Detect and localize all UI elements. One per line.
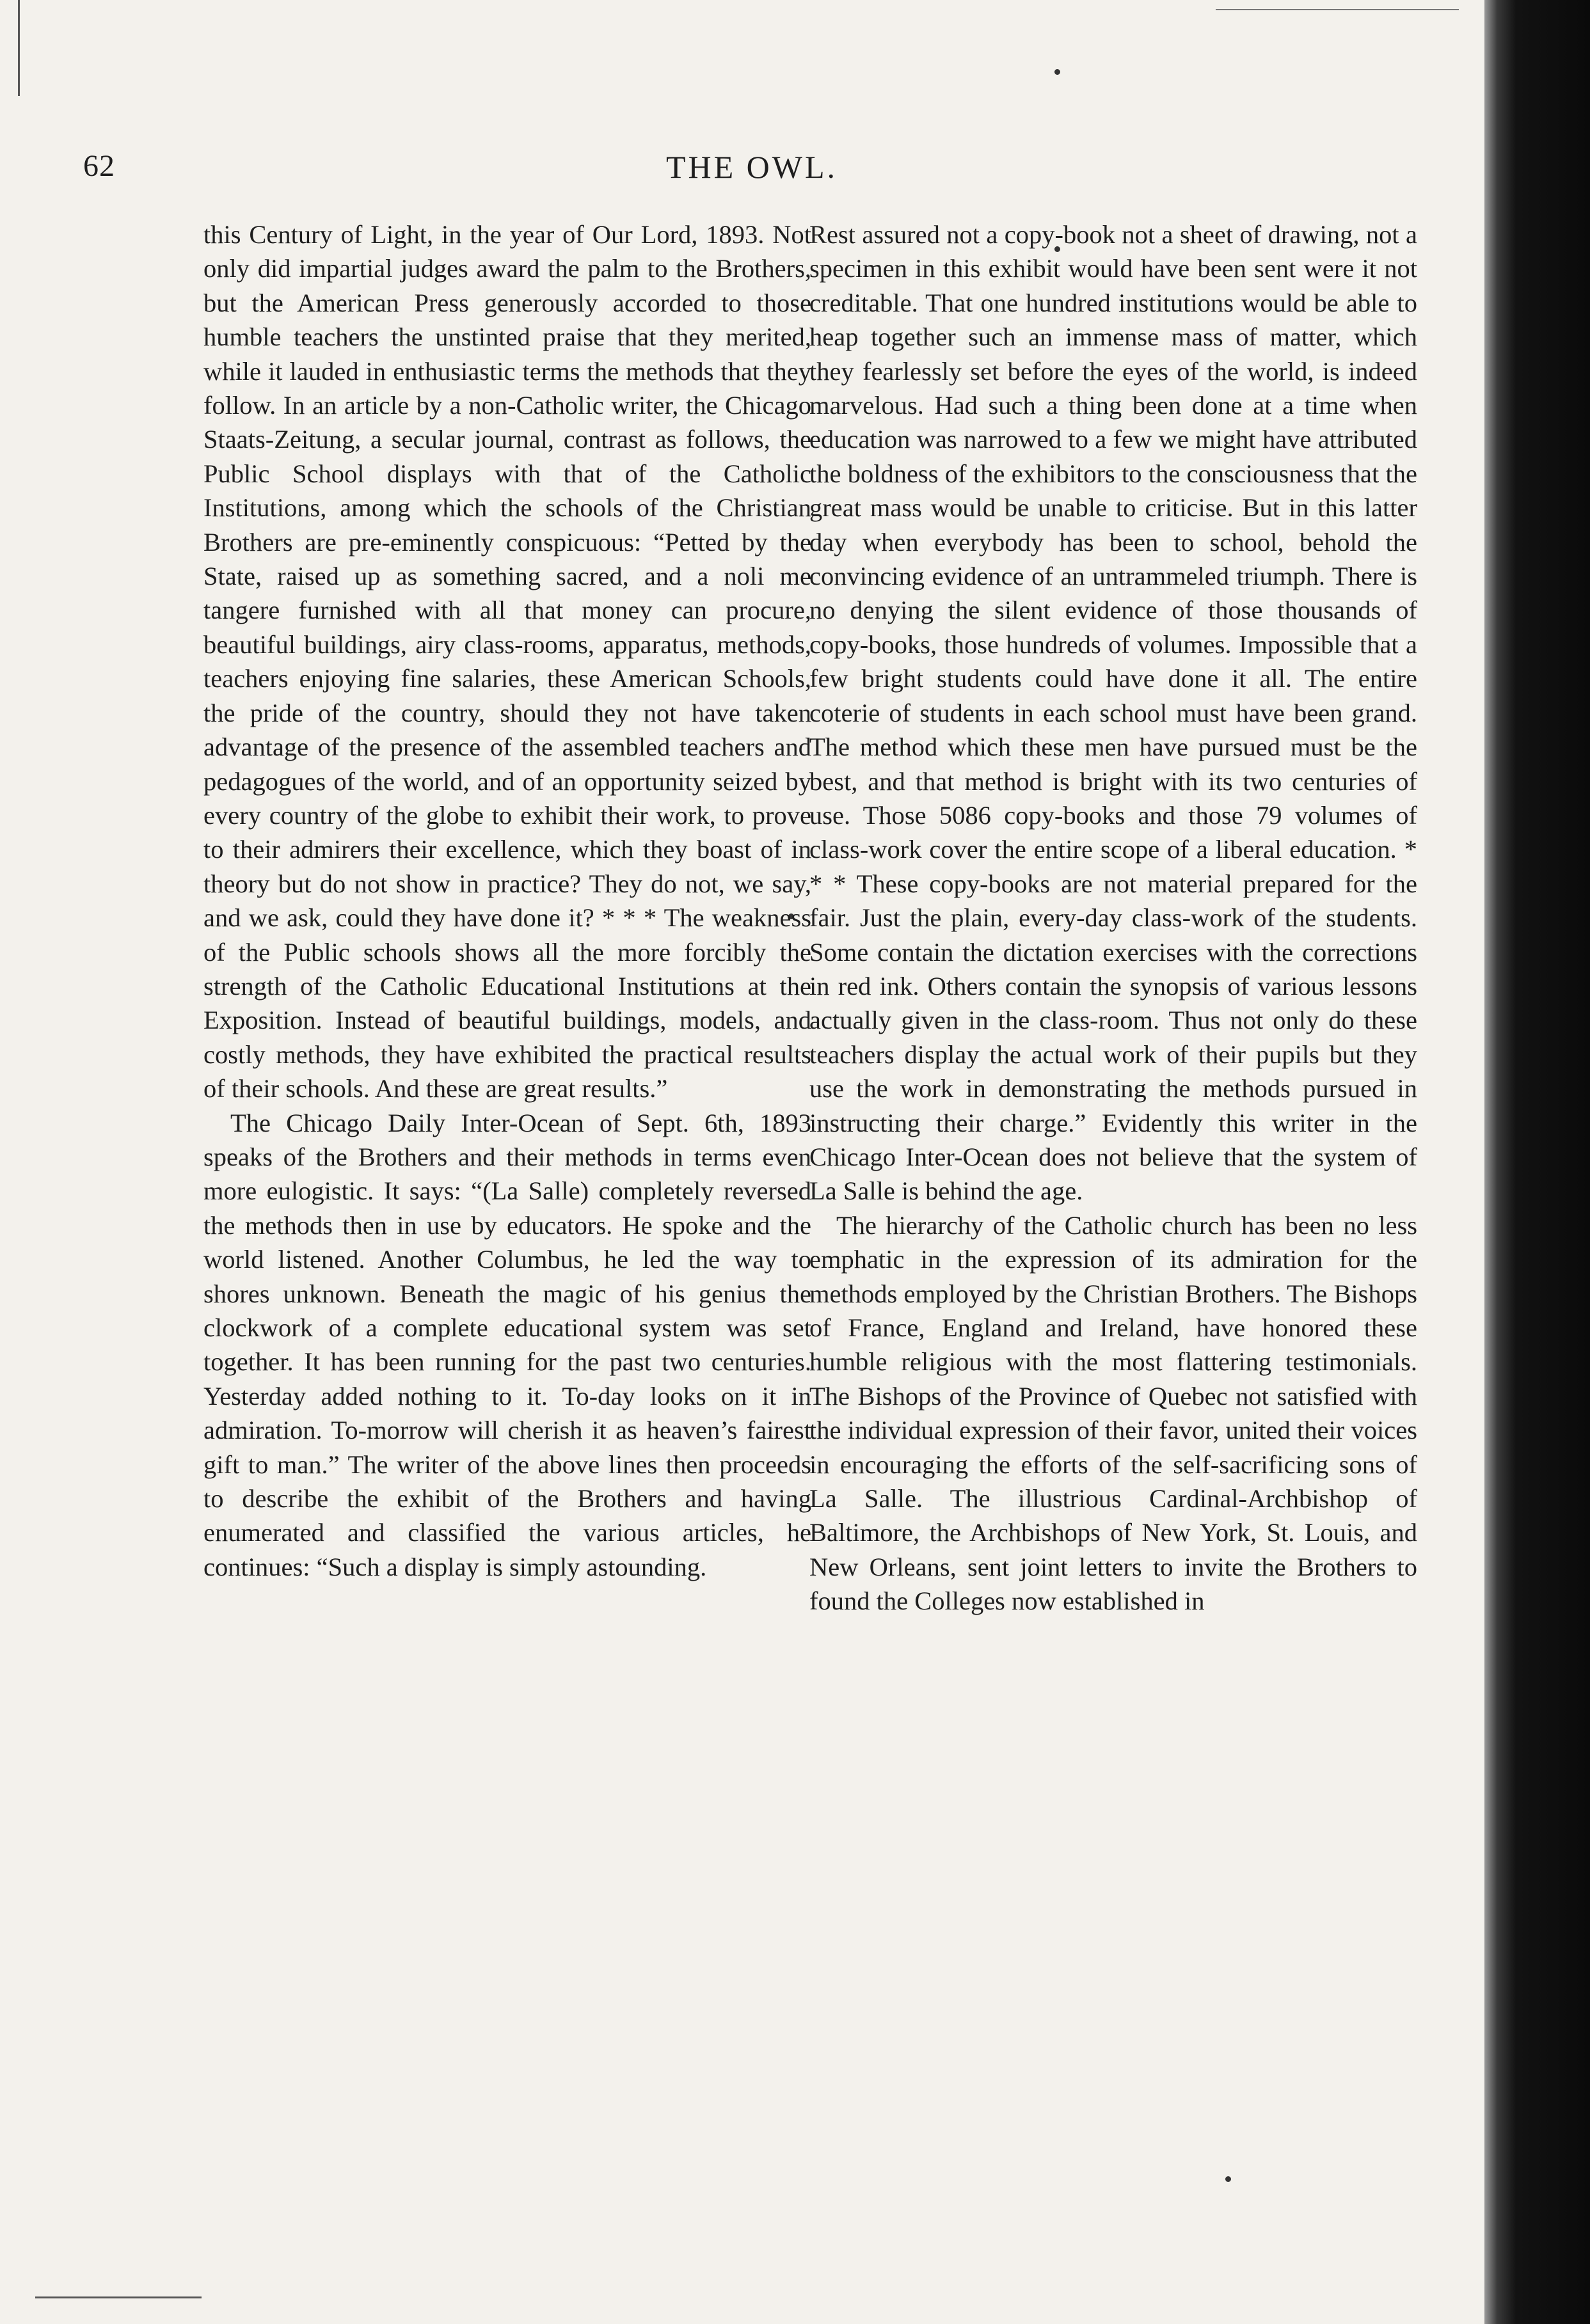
paragraph: Rest assured not a copy-book not a sheet of drawing, not a specimen in this exhibit would have been sent were it not creditable. That one hundred institutions would be able to heap together such an immense mass of matter, which they fearlessly set before the eyes of the world, is indeed marvelous. Had such a thing been done at a time when education was narrowed to a few we might have attributed the boldness of the exhibitors to the consciousness that the great mass would be unable to criticise. But in this latter day when everybody has been to school, behold the convincing evidence of an untrammeled triumph. There is no denying the silent evidence of those thousands of copy-books, those hundreds of volumes. Impossible that a few bright students could have done it all. The entire coterie of students in each school must have been grand. The method which these men have pursued must be the best, and that method is bright with its two centuries of use. Those 5086 copy-books and those 79 volumes of class-work cover the entire scope of a liberal education. * * * These copy-books are not material prepared for the fair. Just the plain, every-day class-work of the students. Some contain the dictation exercises with the corrections in red ink. Others contain the synopsis of various lessons actually given in the class-room. Thus not only do these teachers display the actual work of their pupils but they use the work in demonstrating the methods pursued in instructing their charge.” Evidently this writer in the Chicago Inter-Ocean does not believe that the system of La Salle is behind the age. — [809, 220, 1417, 1206]
scan-top-rule — [1216, 9, 1459, 10]
page-header — [83, 148, 1420, 206]
running-title: THE OWL. — [665, 149, 838, 185]
paragraph: The hierarchy of the Catholic church has been no less emphatic in the expression of its admiration for the methods employed by the Christian Brothers. The Bishops of France, England and Ireland, have honored these humble religious with the most flattering testimonials. The Bishops of the Province of Quebec not satisfied with the individual expression of their favor, united their voices in encouraging the efforts of the self-sacrificing sons of La Salle. The illustrious Cardinal-Archbishop of Baltimore, the Archbishops of New York, St. Louis, and New Orleans, sent joint letters to invite the Brothers to found the Colleges now established in — [809, 1210, 1417, 1616]
text-column-right — [809, 217, 1417, 1618]
binding-shadow — [1484, 0, 1590, 2324]
paragraph: this Century of Light, in the year of Our Lord, 1893. Not only did impartial judges award the palm to the Brothers, but the American Press generously accorded to those humble teachers the unstinted praise that they merited, while it lauded in enthusiastic terms the methods that they follow. In an article by a non-Catholic writer, the Chicago Staats-Zeitung, a secular journal, contrast as follows, the Public School displays with that of the Catholic Institutions, among which the schools of the Christian Brothers are pre-eminently conspicuous: “Petted by the State, raised up as something sacred, and a noli me tangere furnished with all that money can procure, beautiful buildings, airy class-rooms, apparatus, methods, teachers enjoying fine salaries, these American Schools, the pride of the country, should they not have taken advantage of the presence of the assembled teachers and pedagogues of the world, and of an opportunity seized by every country of the globe to exhibit their work, to prove to their admirers their excellence, which they boast of in theory but do not show in practice? They do not, we say, and we ask, could they have done it? * * * The weakness of the Public schools shows all the more forcibly the strength of the Catholic Educational Institutions at the Exposition. Instead of beautiful buildings, models, and costly methods, they have exhibited the practical results of their schools. And these are great results.” — [203, 220, 811, 1103]
footer-rule — [35, 2296, 202, 2298]
paragraph: The Chicago Daily Inter-Ocean of Sept. 6th, 1893 speaks of the Brothers and their methods in terms even more eulogistic. It says: “(La Salle) completely reversed the methods then in use by educators. He spoke and the world listened. Another Columbus, he led the way to shores unknown. Beneath the magic of his genius the clockwork of a complete educational system was set together. It has been running for the past two centuries. Yesterday added nothing to it. To-day looks on it in admiration. To-morrow will cherish it as heaven’s fairest gift to man.” The writer of the above lines then proceeds to describe the exhibit of the Brothers and having enumerated and classified the various articles, he continues: “Such a display is simply astounding. — [203, 1108, 811, 1581]
scan-speck — [1054, 69, 1060, 75]
scan-edge-mark — [18, 0, 20, 96]
text-column-left — [203, 217, 811, 1584]
page-number: 62 — [83, 149, 115, 183]
scan-speck — [1225, 2176, 1231, 2182]
